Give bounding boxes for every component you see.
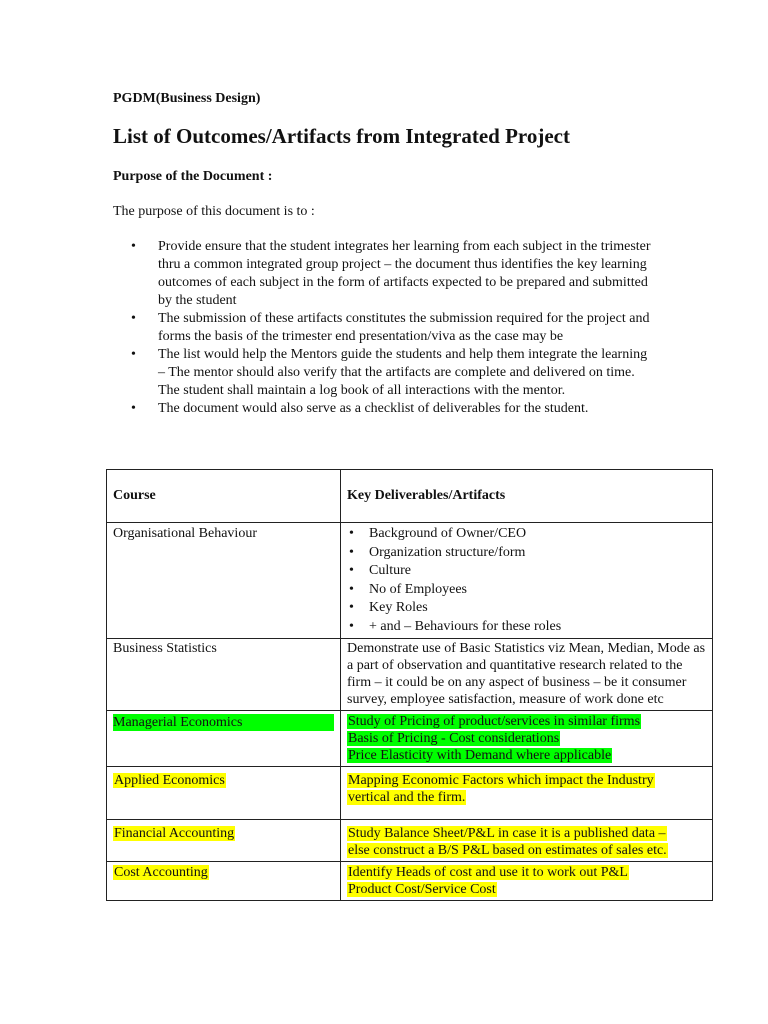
course-name: Managerial Economics [113,714,334,731]
deliverable-line: Study of Pricing of product/services in similar firms [348,714,641,729]
deliverable-item: • No of Employees [347,581,706,600]
deliverable-item: • Organization structure/form [347,544,706,563]
course-cell [107,523,341,639]
deliverable-item: • Culture [347,562,706,581]
deliverables-cell [341,639,713,711]
course-cell [107,862,341,901]
deliverables-cell [341,862,713,901]
table-row [107,711,713,767]
deliverable-line: Study Balance Sheet/P&L in case it is a published data – [348,826,666,841]
deliverable-line: else construct a B/S P&L based on estimates of sales etc. [348,843,667,858]
deliverable-text: Demonstrate use of Basic Statistics viz Mean, Median, Mode as a part of observation and quantitative research related to the firm – it could be on any aspect of business – be it consumer survey, employee satisfaction, measure of work done etc [347,641,706,707]
course-cell [107,711,341,767]
deliverable-line: Mapping Economic Factors which impact the Industry [348,773,654,788]
purpose-heading: Purpose of the Document : [113,169,273,184]
purpose-intro: The purpose of this document is to : [113,204,315,219]
deliverables-list [347,525,706,636]
purpose-bullet: • The document would also serve as a checklist of deliverables for the student. [113,400,653,418]
table-row [107,767,713,820]
purpose-bullet: • The list would help the Mentors guide the students and help them integrate the learning – The mentor should also verify that the artifacts are complete and delivered on time. The student shall maintain a log book of all interactions with the mentor. [113,346,653,400]
course-name: Financial Accounting [114,826,235,841]
table-row [107,523,713,639]
course-name: Cost Accounting [114,865,208,880]
purpose-bullet: • Provide ensure that the student integrates her learning from each subject in the trimester thru a common integrated group project – the document thus identifies the key learning outcomes of each subject in the form of artifacts expected to be prepared and submitted by the student [113,238,653,310]
course-cell [107,767,341,820]
table-row [107,820,713,862]
course-cell [107,639,341,711]
table-row [107,639,713,711]
course-name: Organisational Behaviour [113,526,257,541]
column-header-course: Course [107,470,341,523]
course-name: Business Statistics [113,641,217,656]
deliverable-line: Product Cost/Service Cost [348,882,496,897]
deliverable-line: Identify Heads of cost and use it to work out P&L [348,865,628,880]
course-name: Applied Economics [114,773,225,788]
deliverables-cell [341,767,713,820]
program-name: PGDM(Business Design) [113,91,261,106]
purpose-bullet: • The submission of these artifacts constitutes the submission required for the project and forms the basis of the trimester end presentation/viva as the case may be [113,310,653,346]
deliverable-line: Basis of Pricing - Cost considerations [348,731,560,746]
deliverable-item: • + and – Behaviours for these roles [347,618,706,637]
column-header-deliverables: Key Deliverables/Artifacts [341,470,713,523]
purpose-bullet-list [113,238,653,418]
deliverable-item: • Background of Owner/CEO [347,525,706,544]
deliverable-line: Price Elasticity with Demand where applicable [348,748,612,763]
table-header-row [107,470,713,523]
deliverables-cell [341,523,713,639]
table-row [107,862,713,901]
deliverables-cell [341,820,713,862]
course-cell [107,820,341,862]
deliverable-line: vertical and the firm. [348,790,466,805]
deliverables-cell [341,711,713,767]
outcomes-table [106,469,713,901]
document-title: List of Outcomes/Artifacts from Integrated Project [113,124,570,148]
deliverable-item: • Key Roles [347,599,706,618]
